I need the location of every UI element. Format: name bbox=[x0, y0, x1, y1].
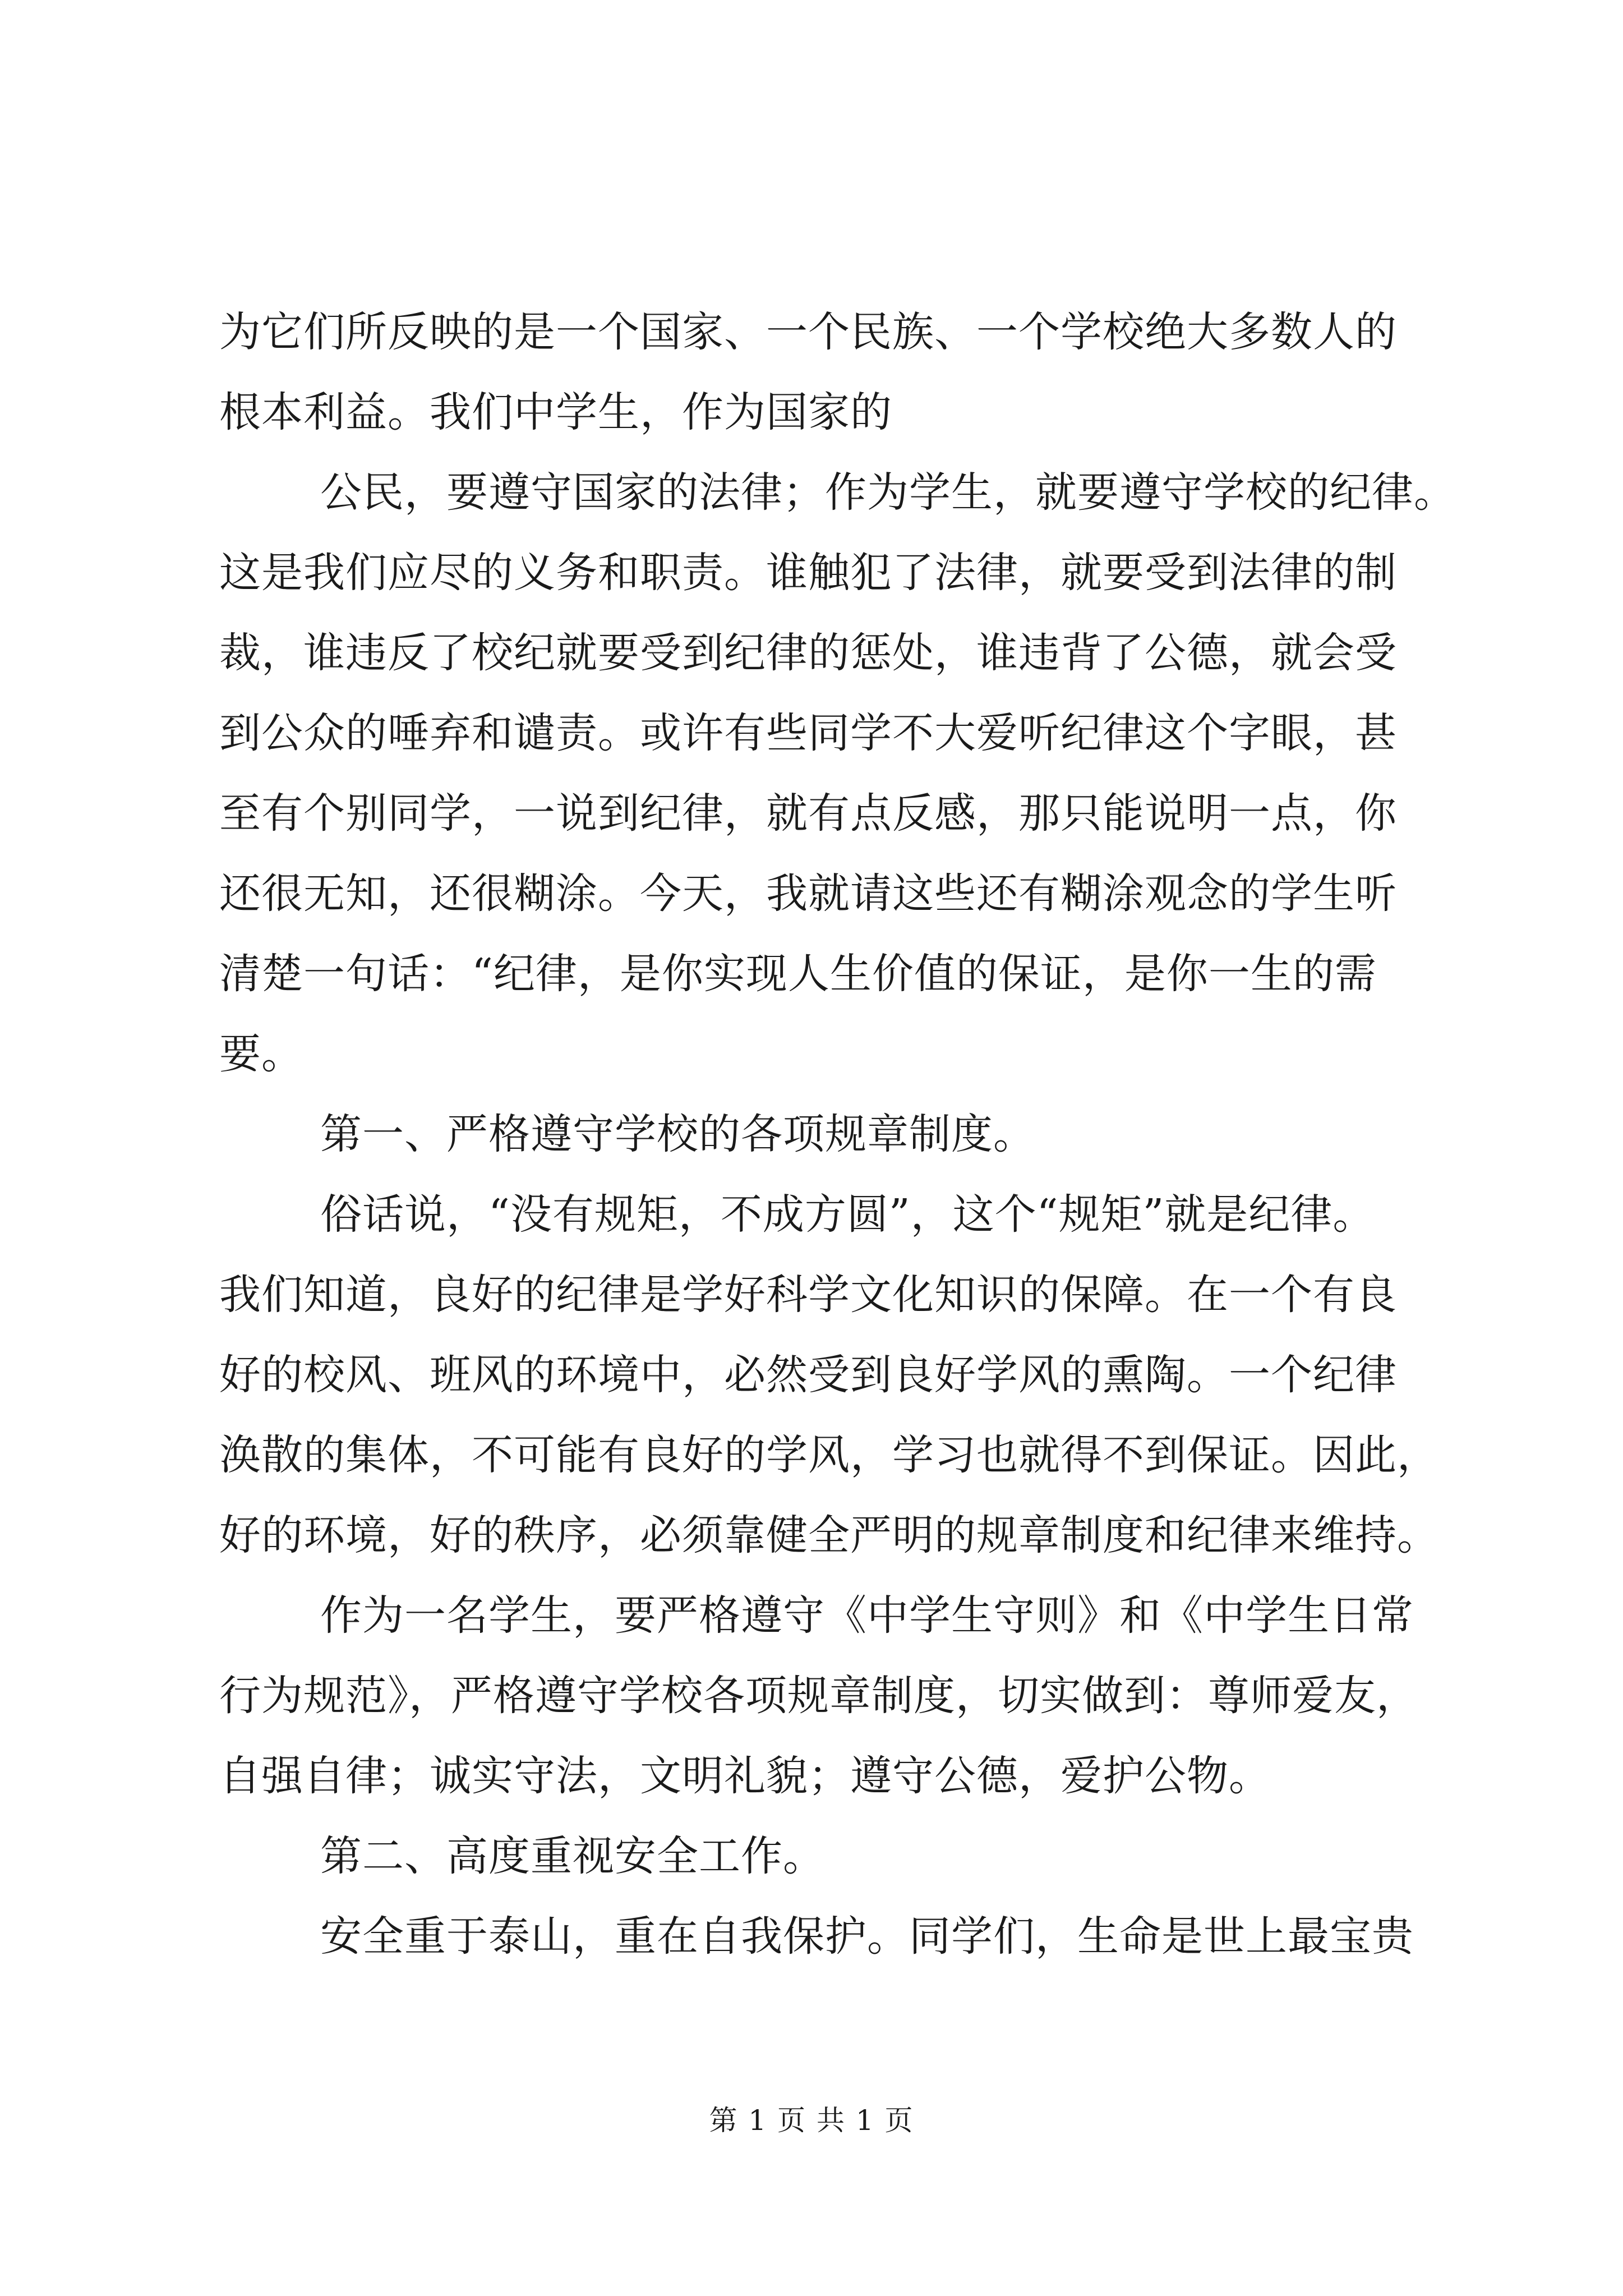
body-text-line: 这是我们应尽的义务和职责。谁触犯了法律，就要受到法律的制 bbox=[219, 549, 1397, 597]
body-text-line: 好的校风、班风的环境中，必然受到良好学风的熏陶。一个纪律 bbox=[219, 1351, 1397, 1399]
body-text-line: 我们知道，良好的纪律是学好科学文化知识的保障。在一个有良 bbox=[219, 1271, 1397, 1319]
paragraph-first-line: 安全重于泰山，重在自我保护。同学们，生命是世上最宝贵 bbox=[320, 1912, 1414, 1961]
body-text-line: 还很无知，还很糊涂。今天，我就请这些还有糊涂观念的学生听 bbox=[219, 869, 1397, 918]
paragraph-first-line: 俗话说，“没有规矩，不成方圆”，这个“规矩”就是纪律。 bbox=[320, 1190, 1375, 1239]
section-heading: 第二、高度重视安全工作。 bbox=[320, 1832, 825, 1880]
body-text-line: 清楚一句话：“纪律，是你实现人生价值的保证，是你一生的需 bbox=[219, 950, 1377, 998]
body-text-line: 根本利益。我们中学生，作为国家的 bbox=[219, 388, 892, 436]
page-footer: 第 1 页 共 1 页 bbox=[709, 2104, 914, 2137]
section-heading: 第一、严格遵守学校的各项规章制度。 bbox=[320, 1110, 1035, 1158]
paragraph-first-line: 作为一名学生，要严格遵守《中学生守则》和《中学生日常 bbox=[320, 1591, 1414, 1640]
body-text-line: 行为规范》，严格遵守学校各项规章制度，切实做到：尊师爱友， bbox=[219, 1672, 1418, 1720]
body-text-line: 要。 bbox=[219, 1030, 303, 1078]
body-text-line: 裁，谁违反了校纪就要受到纪律的惩处，谁违背了公德，就会受 bbox=[219, 629, 1397, 677]
body-text-line: 涣散的集体，不可能有良好的学风，学习也就得不到保证。因此， bbox=[219, 1431, 1439, 1479]
body-text-line: 至有个别同学，一说到纪律，就有点反感，那只能说明一点，你 bbox=[219, 789, 1397, 838]
body-text-line: 好的环境，好的秩序，必须靠健全严明的规章制度和纪律来维持。 bbox=[219, 1511, 1439, 1559]
body-text-line: 到公众的唾弃和谴责。或许有些同学不大爱听纪律这个字眼，甚 bbox=[219, 709, 1397, 757]
body-text-line: 为它们所反映的是一个国家、一个民族、一个学校绝大多数人的 bbox=[219, 308, 1397, 356]
paragraph-first-line: 公民，要遵守国家的法律；作为学生，就要遵守学校的纪律。 bbox=[320, 468, 1456, 517]
body-text-line: 自强自律；诚实守法，文明礼貌；遵守公德，爱护公物。 bbox=[219, 1752, 1271, 1800]
